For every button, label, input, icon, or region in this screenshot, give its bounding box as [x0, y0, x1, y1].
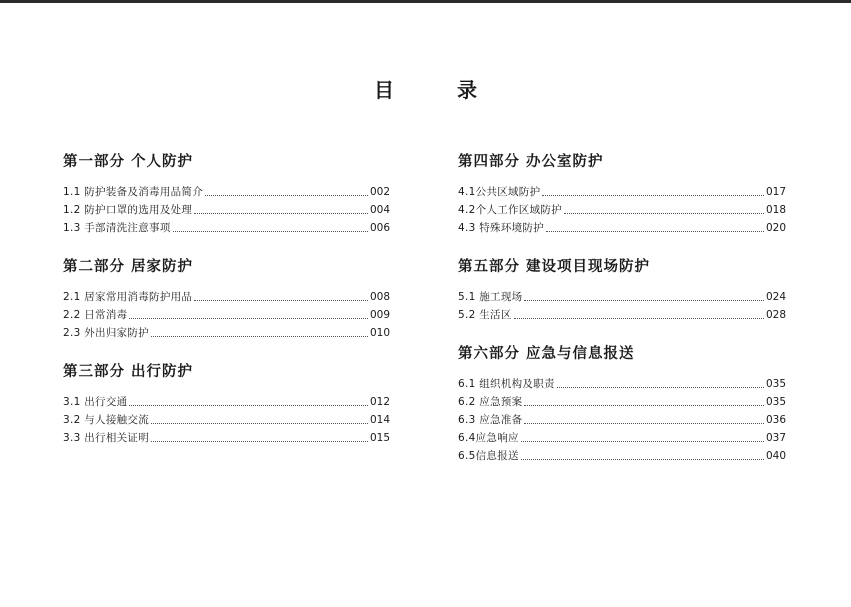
toc-entry-label: 1.2 防护口罩的选用及处理: [63, 204, 193, 216]
toc-entry-label: 4.2个人工作区域防护: [458, 204, 562, 216]
toc-section: [63, 152, 390, 235]
toc-page-number: 008: [369, 291, 390, 303]
toc-page-number: 009: [369, 309, 390, 321]
dot-leader: [524, 300, 764, 301]
toc-page-number: 028: [765, 309, 786, 321]
toc-entry[interactable]: [63, 409, 390, 427]
toc-entry-label: 3.2 与人接触交流: [63, 414, 150, 426]
dot-leader: [514, 318, 764, 319]
toc-entry-label: 3.3 出行相关证明: [63, 432, 150, 444]
toc-page-number: 015: [369, 432, 390, 444]
toc-page-number: 036: [765, 414, 786, 426]
toc-entry[interactable]: [63, 391, 390, 409]
dot-leader: [205, 195, 368, 196]
toc-entry-label: 2.1 居家常用消毒防护用品: [63, 291, 193, 303]
toc-entry-label: 6.2 应急预案: [458, 396, 523, 408]
dot-leader: [173, 231, 368, 232]
toc-entry-label: 6.5信息报送: [458, 450, 519, 462]
toc-entry[interactable]: [63, 304, 390, 322]
toc-entry[interactable]: [458, 304, 786, 322]
toc-entry-label: 6.1 组织机构及职责: [458, 378, 555, 390]
toc-page-number: 020: [765, 222, 786, 234]
toc-entry[interactable]: [458, 199, 786, 217]
toc-section: [63, 362, 390, 445]
dot-leader: [564, 213, 764, 214]
toc-entry-label: 2.3 外出归家防护: [63, 327, 150, 339]
toc-entry-label: 6.4应急响应: [458, 432, 519, 444]
toc-entry-label: 5.2 生活区: [458, 309, 512, 321]
toc-page-number: 040: [765, 450, 786, 462]
section-heading: 第一部分 个人防护: [63, 154, 194, 170]
dot-leader: [521, 459, 764, 460]
toc-entry[interactable]: [458, 217, 786, 235]
toc-list: [63, 181, 390, 235]
section-heading: 第六部分 应急与信息报送: [458, 346, 635, 362]
top-border-rule: [0, 0, 851, 3]
toc-entry[interactable]: [63, 199, 390, 217]
toc-entry[interactable]: [63, 322, 390, 340]
toc-entry-label: 4.1公共区域防护: [458, 186, 541, 198]
toc-list: [63, 391, 390, 445]
toc-page-number: 017: [765, 186, 786, 198]
toc-entry-label: 5.1 施工现场: [458, 291, 523, 303]
dot-leader: [194, 300, 368, 301]
section-heading: 第五部分 建设项目现场防护: [458, 259, 651, 275]
toc-entry[interactable]: [458, 391, 786, 409]
toc-section: [458, 257, 786, 322]
toc-entry-label: 1.1 防护装备及消毒用品简介: [63, 186, 204, 198]
toc-section: [63, 257, 390, 340]
section-heading: 第二部分 居家防护: [63, 259, 194, 275]
page-title: 目 录: [374, 78, 505, 102]
toc-section: [458, 152, 786, 235]
toc-page-number: 006: [369, 222, 390, 234]
dot-leader: [521, 441, 764, 442]
toc-list: [458, 181, 786, 235]
dot-leader: [546, 231, 764, 232]
toc-column-left: [63, 152, 390, 467]
toc-entry[interactable]: [458, 445, 786, 463]
toc-page-number: 004: [369, 204, 390, 216]
toc-page-number: 037: [765, 432, 786, 444]
toc-entry[interactable]: [458, 373, 786, 391]
toc-entry[interactable]: [63, 427, 390, 445]
dot-leader: [524, 423, 764, 424]
dot-leader: [194, 213, 368, 214]
toc-entry-label: 2.2 日常消毒: [63, 309, 128, 321]
toc-page-number: 035: [765, 378, 786, 390]
dot-leader: [542, 195, 764, 196]
toc-column-right: [458, 152, 786, 485]
dot-leader: [524, 405, 764, 406]
toc-page-number: 014: [369, 414, 390, 426]
toc-entry-label: 1.3 手部清洗注意事项: [63, 222, 171, 234]
toc-entry[interactable]: [63, 181, 390, 199]
toc-section: [458, 344, 786, 463]
toc-page-number: 010: [369, 327, 390, 339]
toc-page-number: 035: [765, 396, 786, 408]
toc-entry[interactable]: [458, 286, 786, 304]
toc-list: [63, 286, 390, 340]
dot-leader: [151, 423, 368, 424]
dot-leader: [129, 405, 368, 406]
dot-leader: [151, 336, 368, 337]
toc-entry-label: 4.3 特殊环境防护: [458, 222, 545, 234]
toc-page-number: 002: [369, 186, 390, 198]
section-heading: 第三部分 出行防护: [63, 364, 194, 380]
toc-page-number: 018: [765, 204, 786, 216]
toc-entry[interactable]: [458, 427, 786, 445]
toc-entry[interactable]: [63, 217, 390, 235]
toc-page-number: 012: [369, 396, 390, 408]
toc-entry[interactable]: [63, 286, 390, 304]
dot-leader: [129, 318, 368, 319]
toc-entry[interactable]: [458, 181, 786, 199]
toc-entry-label: 6.3 应急准备: [458, 414, 523, 426]
toc-entry-label: 3.1 出行交通: [63, 396, 128, 408]
toc-entry[interactable]: [458, 409, 786, 427]
dot-leader: [151, 441, 368, 442]
toc-list: [458, 373, 786, 463]
dot-leader: [557, 387, 764, 388]
toc-page-number: 024: [765, 291, 786, 303]
section-heading: 第四部分 办公室防护: [458, 154, 604, 170]
toc-list: [458, 286, 786, 322]
